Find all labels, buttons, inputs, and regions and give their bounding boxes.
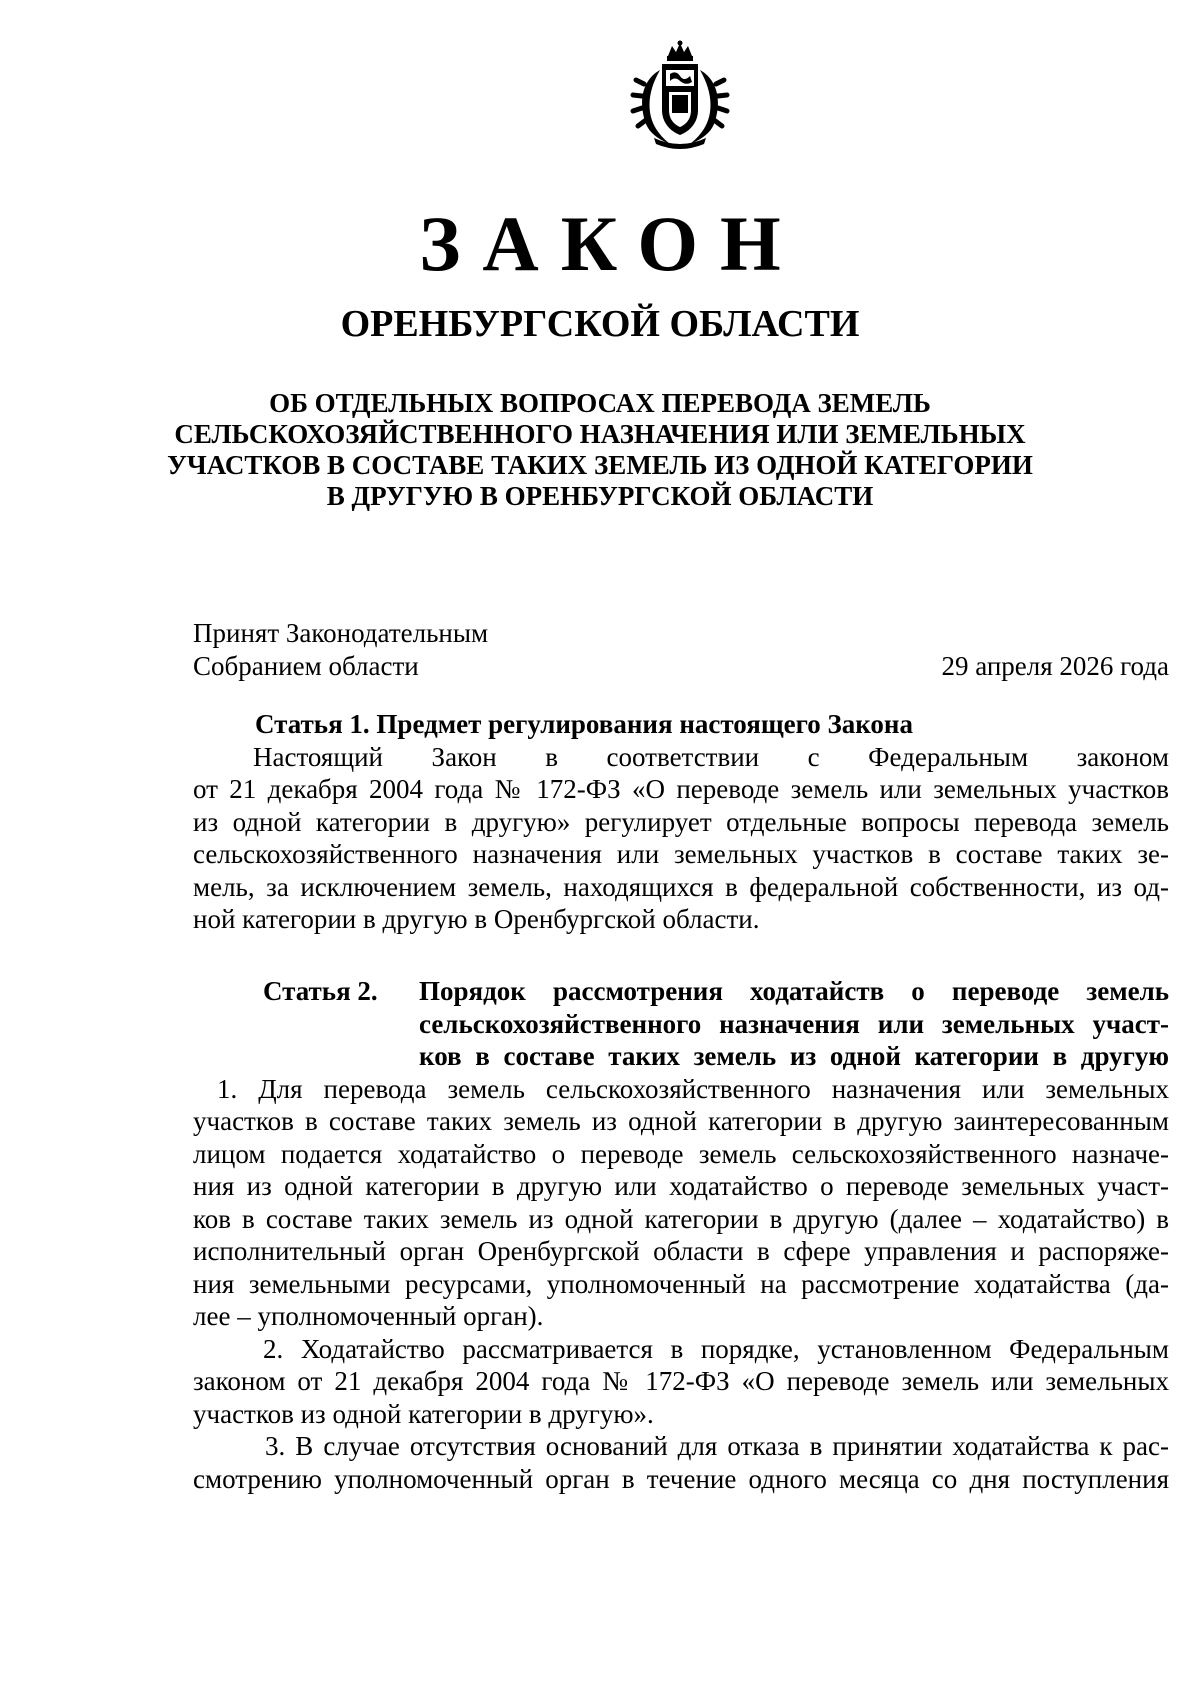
adoption-date: 29 апреля 2026 года xyxy=(941,651,1169,681)
paragraph-2 xyxy=(193,1333,1169,1431)
text-line: Настоящий Закон в соответствии с Федеральным законом xyxy=(253,741,1169,772)
text-line: законом от 21 декабря 2004 года № 172-ФЗ «О переводе земель или земельных xyxy=(193,1366,1169,1396)
adoption-note xyxy=(193,617,488,683)
region-title: ОРЕНБУРГСКОЙ ОБЛАСТИ xyxy=(340,303,860,345)
text-line: участков из одной категории в другую». xyxy=(193,1398,654,1429)
adoption-line: Принят Законодательным xyxy=(193,618,489,648)
article-2 xyxy=(193,975,1169,1495)
text-line: смотрению уполномоченный орган в течение одного месяца со дня поступления xyxy=(193,1463,1169,1494)
subject-line: СЕЛЬСКОХОЗЯЙСТВЕННОГО НАЗНАЧЕНИЯ ИЛИ ЗЕМЕЛЬНЫХ xyxy=(174,419,1026,449)
coat-of-arms-emblem xyxy=(630,40,730,150)
text-line: ной категории в другую в Оренбургской области. xyxy=(193,904,760,934)
paragraph-3 xyxy=(193,1430,1169,1495)
law-subject-title xyxy=(120,388,1080,512)
title-line: сельскохозяйственного назначения или земельных участ- xyxy=(419,1008,1169,1039)
text-line: ния земельными ресурсами, уполномоченный на рассмотрение ходатайства (да- xyxy=(193,1268,1169,1299)
text-line: из одной категории в другую» регулирует отдельные вопросы перевода земель xyxy=(193,806,1169,837)
adoption-line: Собранием области xyxy=(193,651,419,681)
text-line: лее – уполномоченный орган). xyxy=(193,1301,544,1331)
article-1-heading: Статья 1. Предмет регулирования настоящего Закона xyxy=(255,709,913,739)
text-line: участков в составе таких земель из одной категории в другую заинтересованным xyxy=(193,1106,1169,1136)
text-line: 3. В случае отсутствия оснований для отказа в принятии ходатайства к рас- xyxy=(265,1431,1169,1461)
subject-line: ОБ ОТДЕЛЬНЫХ ВОПРОСАХ ПЕРЕВОДА ЗЕМЕЛЬ xyxy=(269,388,931,418)
text-line: исполнительный орган Оренбургской области в сфере управления и распоряже- xyxy=(193,1236,1169,1266)
subject-line: УЧАСТКОВ В СОСТАВЕ ТАКИХ ЗЕМЕЛЬ ИЗ ОДНОЙ КАТЕГОРИИ xyxy=(167,450,1033,480)
text-line: 1. Для перевода земель сельскохозяйственного назначения или земельных xyxy=(217,1073,1169,1104)
text-line: 2. Ходатайство рассматривается в порядке, установленном Федеральным xyxy=(263,1333,1169,1364)
text-line: мель, за исключением земель, находящихся в федеральной собственности, из од- xyxy=(193,871,1169,902)
title-line: Порядок рассмотрения ходатайств о переводе земель xyxy=(419,976,1169,1006)
text-line: от 21 декабря 2004 года № 172-ФЗ «О переводе земель или земельных участков xyxy=(193,774,1169,804)
title-line: ков в составе таких земель из одной категории в другую xyxy=(419,1041,1169,1071)
text-line: ния из одной категории в другую или ходатайство о переводе земельных участ- xyxy=(193,1171,1169,1201)
article-2-heading xyxy=(193,975,1169,1073)
subject-line: В ДРУГУЮ В ОРЕНБУРГСКОЙ ОБЛАСТИ xyxy=(326,481,874,511)
article-2-title xyxy=(419,975,1169,1073)
text-line: лицом подается ходатайство о переводе земель сельскохозяйственного назначе- xyxy=(193,1138,1169,1169)
article-2-label: Статья 2. xyxy=(263,976,378,1006)
text-line: сельскохозяйственного назначения или земельных участков в составе таких зе- xyxy=(193,839,1169,869)
paragraph-1 xyxy=(193,1073,1169,1333)
law-title: ЗАКОН xyxy=(419,200,803,287)
article-1 xyxy=(193,708,1169,936)
text-line: ков в составе таких земель из одной категории в другую (далее – ходатайство) в xyxy=(193,1203,1169,1234)
